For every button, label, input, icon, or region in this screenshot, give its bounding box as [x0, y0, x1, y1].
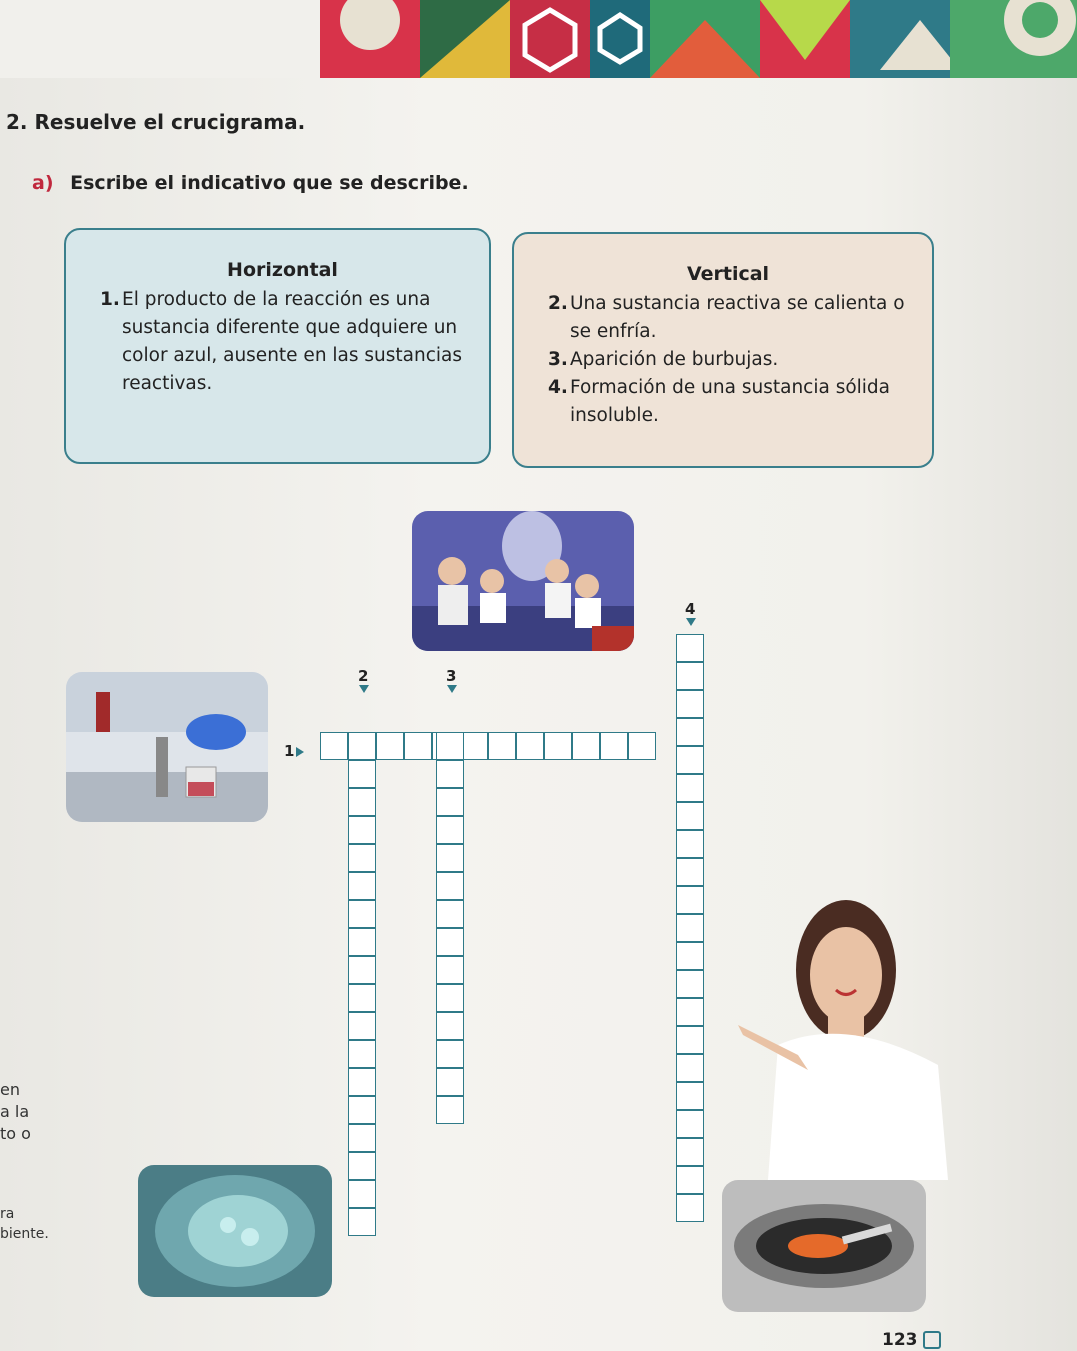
- crossword-cell-v3[interactable]: [436, 788, 464, 816]
- crossword-cell-h1[interactable]: [628, 732, 656, 760]
- label-horizontal-1: 1: [284, 742, 304, 760]
- label-vertical-3: 3: [446, 667, 457, 685]
- crossword-cell-v4[interactable]: [676, 774, 704, 802]
- crossword-cell-v3[interactable]: [436, 872, 464, 900]
- page-number-icon: [923, 1331, 941, 1349]
- label-vertical-2: 2: [358, 667, 369, 685]
- clue-text: Una sustancia reactiva se calienta o se enfría.: [570, 293, 905, 342]
- crossword-cell-h1[interactable]: [348, 732, 376, 760]
- crossword-cell-v2[interactable]: [348, 844, 376, 872]
- crossword-cell-v4[interactable]: [676, 830, 704, 858]
- vertical-clue-4: [544, 374, 912, 430]
- clue-text: El producto de la reacción es una sustancia diferente que adquiere un color azul, ausente en las sustancias reactivas.: [122, 289, 463, 394]
- margin-text-2: a la: [0, 1102, 30, 1121]
- label-vertical-4: 4: [685, 600, 696, 618]
- clue-number: 4.: [548, 377, 568, 398]
- clue-number: 2.: [548, 293, 568, 314]
- crossword-cell-v2[interactable]: [348, 1096, 376, 1124]
- crossword-cell-v2[interactable]: [348, 788, 376, 816]
- margin-text-4: ra: [0, 1206, 15, 1222]
- crossword-cell-v4[interactable]: [676, 1138, 704, 1166]
- page-number: 123: [882, 1330, 941, 1350]
- horizontal-heading: Horizontal: [227, 259, 338, 281]
- photo-blue-precipitate: [138, 1165, 332, 1297]
- crossword-cell-v3[interactable]: [436, 1068, 464, 1096]
- margin-text-5: biente.: [0, 1226, 49, 1242]
- crossword-cell-v3[interactable]: [436, 1012, 464, 1040]
- arrow-down-4: [686, 618, 696, 626]
- crossword-cell-v4[interactable]: [676, 746, 704, 774]
- margin-text-1: en: [0, 1080, 20, 1099]
- crossword-cell-v2[interactable]: [348, 1208, 376, 1236]
- photo-scientist-beaker: [66, 672, 268, 822]
- margin-text-3: to o: [0, 1124, 31, 1143]
- task-sub-letter: a): [32, 172, 54, 194]
- crossword-cell-v3[interactable]: [436, 956, 464, 984]
- crossword-cell-v4[interactable]: [676, 970, 704, 998]
- photo-girl-pointing: [738, 895, 948, 1180]
- vertical-heading: Vertical: [686, 263, 770, 285]
- clue-text: Aparición de burbujas.: [570, 349, 779, 370]
- crossword-cell-h1[interactable]: [460, 732, 488, 760]
- crossword-cell-v3[interactable]: [436, 1096, 464, 1124]
- vertical-clue-3: [544, 346, 912, 374]
- crossword-cell-v4[interactable]: [676, 942, 704, 970]
- vertical-clue-2: [544, 290, 912, 346]
- photo-burning-material: [722, 1180, 926, 1312]
- crossword-cell-v4[interactable]: [676, 802, 704, 830]
- crossword-cell-v3[interactable]: [436, 1040, 464, 1068]
- vertical-clue-box: [512, 232, 934, 468]
- crossword-cell-h1[interactable]: [404, 732, 432, 760]
- task-subtitle: [32, 172, 469, 194]
- photo-lab-experiment: [412, 511, 634, 651]
- crossword-cell-v4[interactable]: [676, 1166, 704, 1194]
- crossword-cell-v2[interactable]: [348, 760, 376, 788]
- crossword-cell-v2[interactable]: [348, 1012, 376, 1040]
- crossword-cell-v4[interactable]: [676, 634, 704, 662]
- crossword-cell-v2[interactable]: [348, 816, 376, 844]
- crossword-cell-h1[interactable]: [516, 732, 544, 760]
- crossword-cell-v3[interactable]: [436, 900, 464, 928]
- arrow-down-3: [447, 685, 457, 693]
- crossword-cell-h1[interactable]: [544, 732, 572, 760]
- crossword-cell-v4[interactable]: [676, 1054, 704, 1082]
- clue-number: 3.: [548, 349, 568, 370]
- crossword-cell-v2[interactable]: [348, 1124, 376, 1152]
- crossword-cell-h1[interactable]: [600, 732, 628, 760]
- task-sub-text: Escribe el indicativo que se describe.: [70, 172, 469, 194]
- crossword-cell-h1[interactable]: [572, 732, 600, 760]
- crossword-cell-v4[interactable]: [676, 1082, 704, 1110]
- crossword-cell-v4[interactable]: [676, 998, 704, 1026]
- crossword-cell-v3[interactable]: [436, 928, 464, 956]
- task-number: 2.: [6, 110, 28, 134]
- crossword-cell-v4[interactable]: [676, 914, 704, 942]
- crossword-cell-v4[interactable]: [676, 858, 704, 886]
- crossword-cell-v2[interactable]: [348, 984, 376, 1012]
- crossword-cell-v3[interactable]: [436, 816, 464, 844]
- task-title-text: Resuelve el crucigrama.: [34, 110, 306, 134]
- crossword-cell-v2[interactable]: [348, 928, 376, 956]
- clue-text: Formación de una sustancia sólida insoluble.: [570, 377, 891, 426]
- crossword-cell-v4[interactable]: [676, 886, 704, 914]
- crossword-cell-v4[interactable]: [676, 1026, 704, 1054]
- crossword-cell-h1[interactable]: [376, 732, 404, 760]
- crossword-cell-v2[interactable]: [348, 956, 376, 984]
- crossword-cell-v4[interactable]: [676, 690, 704, 718]
- crossword-cell-v2[interactable]: [348, 1040, 376, 1068]
- crossword-cell-v4[interactable]: [676, 718, 704, 746]
- crossword-cell-v2[interactable]: [348, 1180, 376, 1208]
- crossword-cell-v4[interactable]: [676, 1194, 704, 1222]
- crossword-cell-v2[interactable]: [348, 1068, 376, 1096]
- crossword-cell-v2[interactable]: [348, 872, 376, 900]
- crossword-cell-v4[interactable]: [676, 662, 704, 690]
- clue-number: 1.: [100, 289, 120, 310]
- crossword-cell-v3[interactable]: [436, 760, 464, 788]
- decorative-banner: [320, 0, 1077, 78]
- crossword-cell-v3[interactable]: [436, 844, 464, 872]
- crossword-cell-v4[interactable]: [676, 1110, 704, 1138]
- crossword-cell-h1[interactable]: [320, 732, 348, 760]
- crossword-cell-v3[interactable]: [436, 732, 464, 760]
- horizontal-clue-box: [64, 228, 491, 464]
- task-title: [6, 110, 305, 134]
- arrow-down-2: [359, 685, 369, 693]
- crossword-cell-v2[interactable]: [348, 1152, 376, 1180]
- horizontal-clue-1: [96, 286, 469, 398]
- crossword-cell-h1[interactable]: [488, 732, 516, 760]
- crossword-cell-v3[interactable]: [436, 984, 464, 1012]
- crossword-cell-v2[interactable]: [348, 900, 376, 928]
